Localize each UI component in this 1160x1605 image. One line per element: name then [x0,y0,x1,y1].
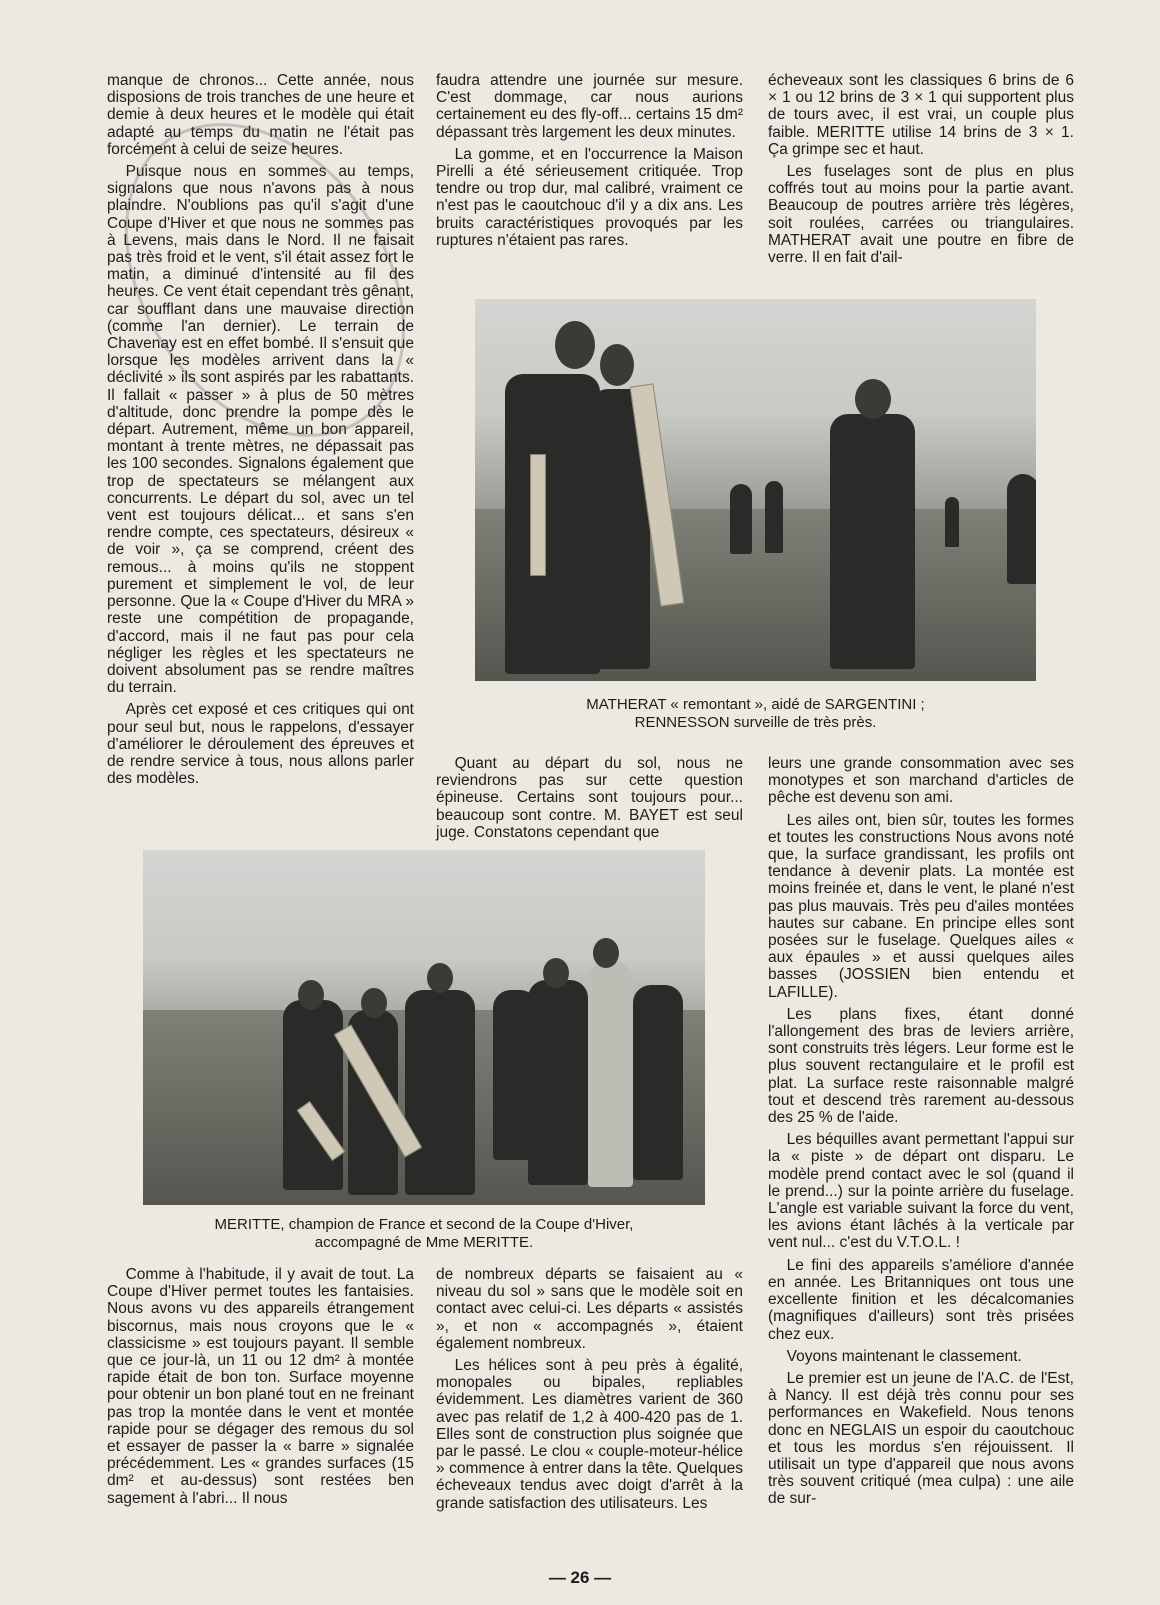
paragraph: Les plans fixes, étant donné l'allongement des bras de leviers arrière, sont construits très légers. Leur forme est le plus souvent rectangulaire et le profil est plat. La surface reste raisonnable malgré tout et descend très rarement au-dessous des 25 % de l'aide. [768,1005,1074,1127]
person-head [543,958,569,988]
person-figure [1007,474,1036,584]
person-figure [528,980,588,1185]
column-2-top [436,72,743,254]
paragraph: Les hélices sont à peu près à égalité, monopales ou bipales, repliables évidemment. Les diamètres varient de 360 avec pas relatif de 1,2 à 400-420 pas de 1. Elles sont de construction plus soignée que par le passé. Le clou « couple-moteur-hélice » commence à entrer dans la tête. Quelques écheveaux tendus avec doigt d'arrêt à la grande satisfaction des utilisateurs. Les [436,1357,743,1512]
caption-line: accompagné de Mme MERITTE. [314,1234,534,1251]
person-figure [765,481,783,553]
model-wing [530,454,546,576]
person-head [600,344,634,386]
paragraph: Puisque nous en sommes au temps, signalons que nous n'avons pas à nous plaindre. N'oublions pas qu'il s'agit d'une Coupe d'Hiver et que nous ne sommes pas à Levens, mais dans le Nord. Il ne faisait pas très froid et le vent, s'il était assez fort le matin, a diminué d'intensité au fil des heures. Ce vent était cependant très gênant, car soufflant dans une mauvaise direction (comme l'an dernier). Le terrain de Chavenay est en effet bombé. Il s'ensuit que lorsque les modèles arrivent dans la « déclivité » ils sont aspirés par les rabattants. Il fallait « passer » à plus de 50 mètres d'altitude, donc prendre la pompe dès le départ. Autrement, même un bon appareil, montant à trente mètres, ne dépassait pas les 100 secondes. Signalons également que trop de spectateurs se mélangent aux concurrents. Le départ du sol, avec un tel vent est toujours délicat... et sans s'en rendre compte, ces spectateurs, désireux « de voir », ça se comprend, créent des remous... à moins qu'ils ne stoppent purement et simplement le vol, de leur personne. Que la « Coupe d'Hiver du MRA » reste une compétition de propagande, d'accord, mais il ne faut pas pour cela négliger les règles et les spectateurs ne doivent absolument pas se rendre maîtres du terrain. [107,163,414,697]
paragraph: faudra attendre une journée sur mesure. C'est dommage, car nous aurions certainement eu des fly-off... certains 15 dm² dépassant très largement les deux minutes. [436,72,743,141]
column-1-top [107,72,414,792]
paragraph: Voyons maintenant le classement. [786,1347,1022,1365]
person-head [855,379,891,419]
caption-line: MERITTE, champion de France et second de la Coupe d'Hiver, [214,1216,634,1233]
person-figure [945,497,959,547]
person-head [555,321,595,369]
person-figure [830,414,915,669]
paragraph: Les fuselages sont de plus en plus coffrés tout au moins pour la partie avant. Beaucoup de poutres arrière très légères, soit roulées, carrées ou triangulaires. MATHERAT avait une poutre en fibre de verre. Il en fait d'ail- [768,163,1074,267]
person-figure [633,985,683,1180]
person-figure [730,484,752,554]
paragraph: écheveaux sont les classiques 6 brins de 6 × 1 ou 12 brins de 3 × 1 qui supportent plus de tours avec, il est vrai, un couple plus faible. MERITTE utilise 14 brins de 3 × 1. Ça grimpe sec et haut. [768,72,1074,158]
page-number: — 26 — [548,1568,612,1587]
caption-photo-2 [143,1216,705,1252]
caption-photo-1 [475,696,1036,732]
paragraph: Les béquilles avant permettant l'appui sur la « piste » de départ ont disparu. Le modèle prend contact avec le sol (quand il le prend...) sur la pointe arrière du fuselage. L'angle est variable suivant la force du vent, les avions étant lâchés à la verticale par vent nul... c'est du V.T.O.L. ! [768,1131,1074,1252]
caption-line: RENNESSON surveille de très près. [634,714,877,731]
person-head [593,938,619,968]
paragraph: Quant au départ du sol, nous ne reviendrons pas sur cette question épineuse. Certains sont toujours pour... beaucoup sont contre. M. BAYET est seul juge. Constatons cependant que [436,755,743,841]
paragraph: Les ailes ont, bien sûr, toutes les formes et toutes les constructions Nous avons noté que, la surface grandissant, les profils ont tendance à devenir plats. La montée est moins freinée et, dans le vent, le plané n'est pas plus mauvais. Très peu d'ailes montées hautes sur cabane. En principe elles sont posées sur le fuselage. Quelques ailes « aux épaules » et aussi quelques ailes basses (JOSSIEN bien entendu et LAFILLE). [768,811,1074,1001]
column-3-top [768,72,1074,271]
column-middle-short [436,755,743,846]
column-right-long [768,755,1074,1513]
person-head [361,988,387,1018]
paragraph: Le premier est un jeune de l'A.C. de l'Est, à Nancy. Il est déjà très connu pour ses performances en Wakefield. Nous tenons donc en NEGLAIS un espoir du caoutchouc et tous les mordus s'en réjouissent. Il utilisait un type d'appareil que nous avons très souvent critiqué (mea culpa) : une aile de sur- [768,1369,1074,1508]
paragraph: de nombreux départs se faisaient au « niveau du sol » sans que le modèle soit en contact avec celui-ci. Les départs « assistés », et non « accompagnés », étaient également nombreux. [436,1266,743,1352]
caption-line: MATHERAT « remontant », aidé de SARGENTINI ; [586,696,925,713]
paragraph: Comme à l'habitude, il y avait de tout. La Coupe d'Hiver permet toutes les fantaisies. Nous avons vu des appareils étrangement biscornus, mais nous croyons que le « classicisme » est toujours payant. Il semble que ce jour-là, un 11 ou 12 dm² à montée rapide était de bon ton. Surface moyenne pour obtenir un bon plané tout en ne freinant pas trop la montée dans le vent et montée rapide pour se dégager des remous du sol et essayer de passer la « barre » signalée précédemment. Les « grandes surfaces (15 dm² et au-dessus) sont restées ben sagement à l'abri... Il nous [107,1266,414,1507]
person-figure [283,1000,343,1190]
paragraph: manque de chronos... Cette année, nous disposions de trois tranches de une heure et demie à deux heures et le modèle qui était adapté au temps du matin ne l'était pas forcément à celui de seize heures. [107,72,414,158]
column-2-bottom [436,1266,743,1517]
paragraph: Le fini des appareils s'améliore d'année en année. Les Britanniques ont tous une excellente finition et les décalcomanies (magnifiques d'ailleurs) sont très prisées chez eux. [768,1256,1074,1343]
photo-meritte-group [143,850,705,1205]
person-figure [405,990,475,1195]
person-head [298,980,324,1010]
person-figure [505,374,600,674]
person-figure [588,962,633,1187]
paragraph: La gomme, et en l'occurrence la Maison Pirelli a été sérieusement critiquée. Trop tendre ou trop dur, mal calibré, vraiment ce n'est pas le caoutchouc d'il y a dix ans. Les bruits caractéristiques provoqués par les ruptures n'étaient pas rares. [436,145,743,249]
paragraph: Après cet exposé et ces critiques qui ont pour seul but, nous le rappelons, d'essayer d'améliorer le déroulement des épreuves et de rendre service à tous, nous allons parler des modèles. [107,701,414,788]
person-head [427,963,453,993]
paragraph: leurs une grande consommation avec ses monotypes et son marchand d'articles de pêche est devenu son ami. [768,755,1074,807]
photo-matherat-launch [475,299,1036,681]
column-1-bottom [107,1266,414,1512]
